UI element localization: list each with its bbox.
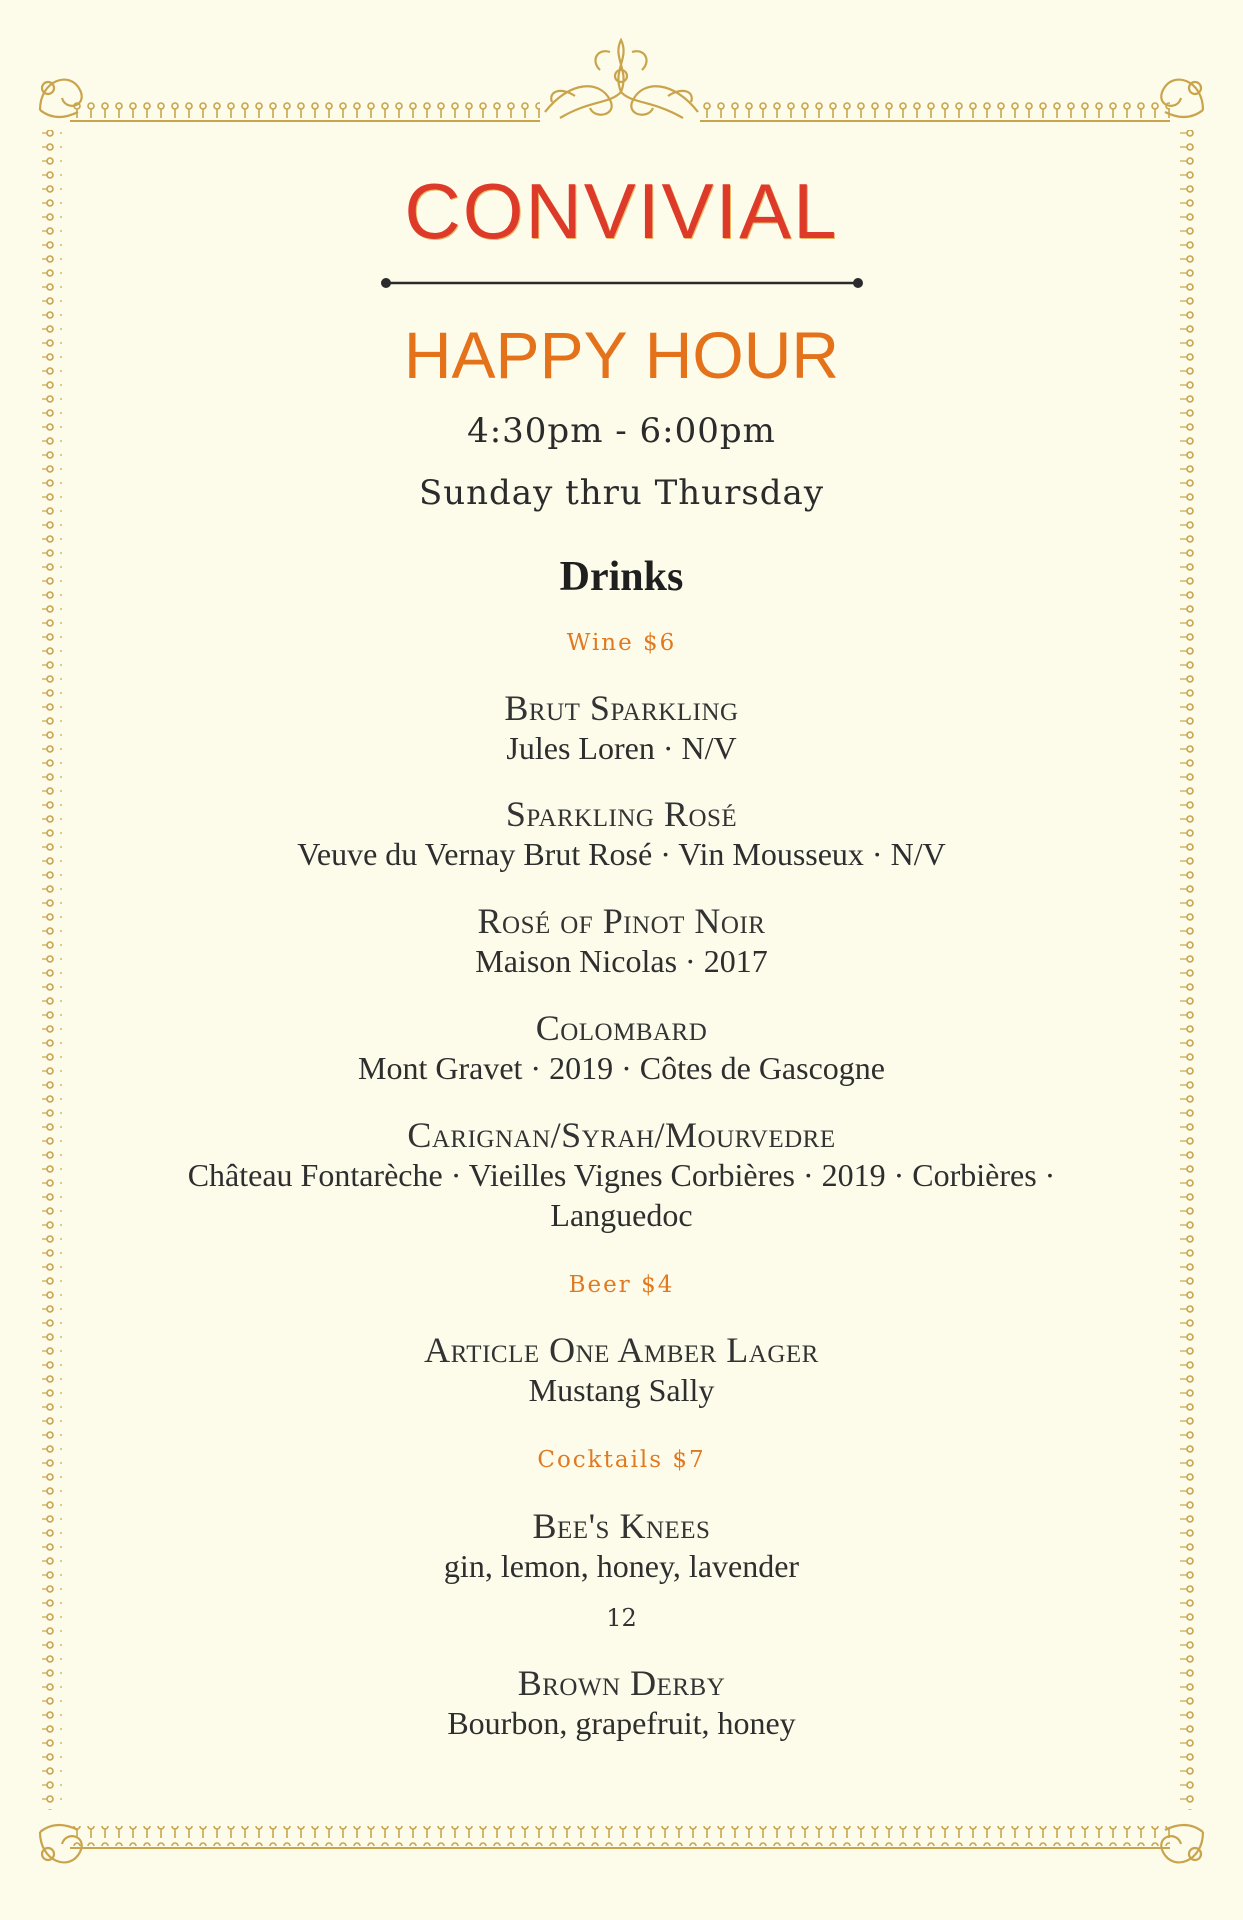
cocktail-item-desc: gin, lemon, honey, lavender [443, 1548, 800, 1584]
category-cocktails: Cocktails $7 [537, 1447, 706, 1473]
wine-item-desc: Maison Nicolas · 2017 [475, 943, 768, 979]
wine-item-desc: Jules Loren · N/V [506, 730, 737, 766]
top-flourish-ornament [545, 40, 698, 118]
wine-item-desc: Veuve du Vernay Brut Rosé · Vin Mousseux · N/V [297, 836, 946, 872]
section-title-drinks: Drinks [559, 554, 684, 600]
category-beer: Beer $4 [568, 1272, 675, 1298]
wine-item-desc: Château Fontarèche · Vieilles Vignes Corbières · 2019 · Corbières · Languedoc [187, 1157, 1056, 1233]
wine-item-name: Rosé of Pinot Noir [477, 901, 766, 941]
happy-hour-times: 4:30pm - 6:00pm [467, 411, 776, 451]
beer-item-desc: Mustang Sally [528, 1372, 715, 1408]
page-title: HAPPY HOUR [403, 318, 840, 392]
happy-hour-days: Sunday thru Thursday [418, 473, 825, 513]
wine-item-desc: Mont Gravet · 2019 · Côtes de Gascogne [358, 1050, 885, 1086]
category-wine: Wine $6 [566, 630, 677, 656]
wine-item-name: Sparkling Rosé [505, 794, 738, 834]
beer-item-name: Article One Amber Lager [424, 1330, 819, 1370]
cocktail-item-desc: Bourbon, grapefruit, honey [447, 1705, 796, 1741]
wine-item-name: Brut Sparkling [504, 688, 739, 728]
cocktail-item-name: Brown Derby [517, 1663, 726, 1703]
title-divider [380, 276, 864, 290]
brand-name: CONVIVIAL [404, 167, 839, 255]
wine-item-name: Carignan/Syrah/Mourvedre [407, 1115, 836, 1155]
cocktail-item-price: 12 [606, 1604, 637, 1632]
wine-item-name: Colombard [535, 1008, 708, 1048]
cocktail-item-name: Bee's Knees [532, 1506, 711, 1546]
